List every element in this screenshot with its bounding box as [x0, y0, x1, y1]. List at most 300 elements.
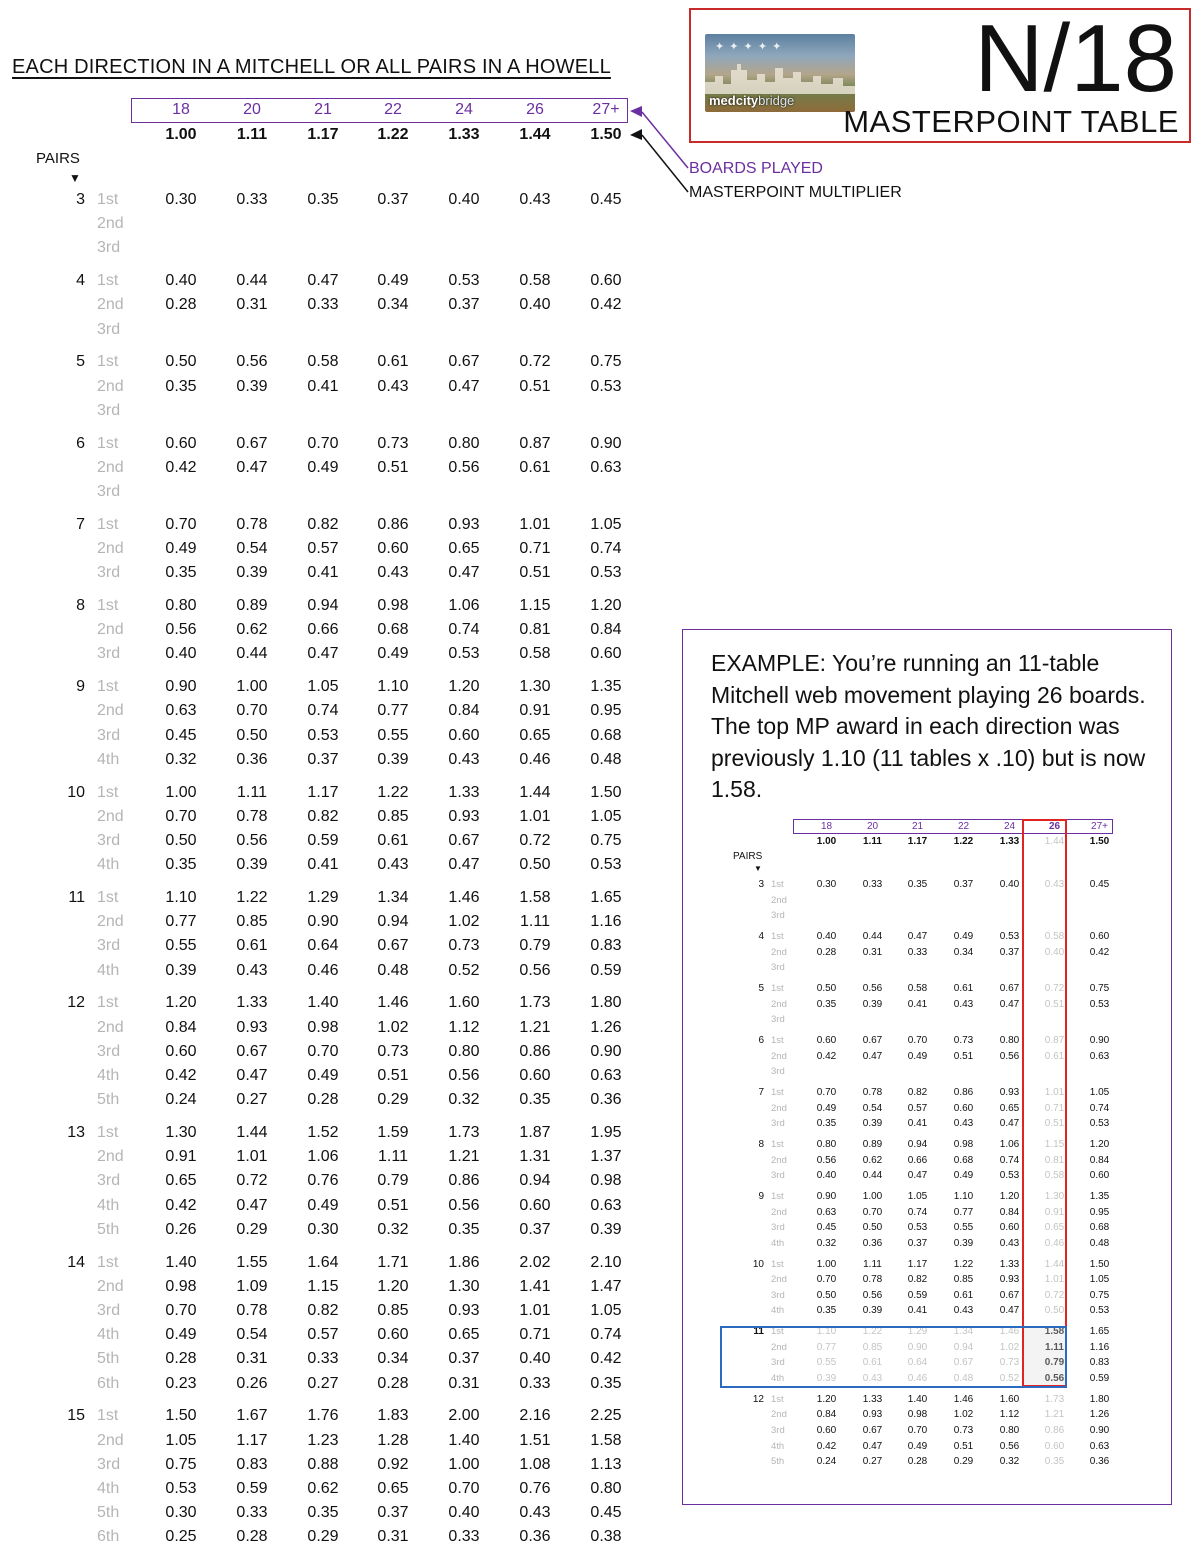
award-value: 0.94: [307, 597, 339, 614]
award-value: 0.30: [165, 1504, 197, 1522]
boards-played-label: BOARDS PLAYED: [689, 160, 823, 177]
award-value: 1.10: [165, 889, 197, 906]
example-award-value: 0.37: [953, 879, 974, 890]
award-value: 0.28: [307, 1091, 339, 1109]
multiplier-cell: 1.00: [165, 126, 197, 143]
example-award-value: 1.80: [1089, 1393, 1110, 1405]
example-award-value: 0.42: [816, 1050, 837, 1062]
award-value: 0.53: [590, 564, 622, 582]
award-value: 1.00: [448, 1455, 480, 1473]
award-value: 0.70: [448, 1480, 480, 1497]
place-label: 2nd: [97, 215, 124, 233]
example-place-label: 2nd: [771, 1154, 787, 1166]
down-arrow-icon: ▼: [69, 171, 81, 185]
example-award-value: 0.55: [816, 1357, 837, 1369]
boards-played-cell: 20: [243, 101, 261, 118]
example-pairs-count: 9: [758, 1191, 764, 1202]
award-value: 0.74: [307, 702, 339, 720]
award-value: 0.63: [590, 1196, 622, 1214]
example-award-value: 0.75: [1089, 983, 1110, 994]
award-value: 1.65: [590, 889, 622, 906]
example-place-label: 2nd: [771, 1206, 787, 1218]
award-value: 0.93: [236, 1018, 268, 1036]
pairs-count: 8: [76, 597, 85, 614]
award-value: 0.71: [519, 540, 551, 557]
award-value: 0.86: [377, 515, 409, 533]
example-award-value: 0.41: [907, 998, 928, 1010]
award-value: 0.70: [165, 515, 197, 533]
award-value: 1.40: [448, 1431, 480, 1449]
example-place-label: 4th: [771, 1237, 785, 1249]
example-award-value: 0.91: [1044, 1206, 1065, 1218]
award-value: 0.35: [165, 564, 197, 582]
example-award-value: 1.10: [816, 1326, 837, 1338]
example-place-label: 1st: [771, 1393, 784, 1405]
award-value: 0.47: [236, 1067, 268, 1084]
example-award-value: 0.49: [816, 1102, 837, 1114]
award-value: 0.34: [377, 1350, 409, 1368]
award-value: 0.42: [590, 296, 622, 314]
award-value: 0.29: [307, 1528, 339, 1546]
example-award-value: 0.90: [907, 1341, 928, 1353]
award-value: 1.33: [236, 994, 268, 1012]
award-value: 0.56: [519, 961, 551, 979]
example-award-value: 0.51: [1044, 998, 1065, 1010]
award-value: 1.46: [377, 994, 409, 1012]
multiplier-cell: 1.33: [448, 126, 480, 143]
award-value: 0.36: [236, 750, 268, 768]
example-award-value: 0.44: [862, 1170, 883, 1182]
award-value: 1.26: [590, 1018, 622, 1036]
example-multiplier-cell: 1.50: [1089, 836, 1110, 847]
example-award-value: 0.51: [953, 1440, 974, 1452]
award-value: 0.82: [307, 807, 339, 825]
award-value: 0.65: [377, 1480, 409, 1497]
award-value: 0.74: [590, 540, 622, 557]
example-highlight-row: [720, 1326, 1067, 1388]
example-award-value: 0.77: [953, 1206, 974, 1218]
award-value: 0.32: [377, 1220, 409, 1238]
award-value: 0.37: [377, 191, 409, 208]
award-value: 1.20: [590, 597, 622, 614]
pairs-label: PAIRS: [36, 150, 80, 167]
award-value: 0.35: [448, 1220, 480, 1238]
award-value: 0.51: [377, 1196, 409, 1214]
award-value: 1.95: [590, 1124, 622, 1141]
multiplier-cell: 1.22: [377, 126, 409, 143]
example-award-value: 1.00: [816, 1258, 837, 1270]
example-place-label: 2nd: [771, 1341, 787, 1353]
example-award-value: 0.41: [907, 1305, 928, 1317]
award-value: 0.82: [307, 515, 339, 533]
example-award-value: 0.60: [1044, 1440, 1065, 1452]
award-value: 0.92: [377, 1455, 409, 1473]
award-value: 0.72: [236, 1172, 268, 1190]
award-value: 0.64: [307, 937, 339, 955]
example-award-value: 0.74: [907, 1206, 928, 1218]
award-value: 0.27: [236, 1091, 268, 1109]
award-value: 0.60: [377, 1326, 409, 1344]
example-award-value: 1.21: [1044, 1409, 1065, 1421]
award-value: 0.28: [165, 296, 197, 314]
award-value: 1.01: [519, 515, 551, 533]
award-value: 0.53: [590, 856, 622, 874]
award-value: 0.46: [519, 750, 551, 768]
example-award-value: 0.71: [1044, 1102, 1065, 1114]
example-multiplier-cell: 1.44: [1044, 836, 1065, 847]
place-label: 2nd: [97, 807, 124, 825]
pairs-count: 14: [67, 1253, 85, 1271]
award-value: 0.50: [519, 856, 551, 874]
award-value: 0.85: [236, 913, 268, 931]
example-text: EXAMPLE: You’re running an 11-table Mitchell web movement playing 26 boards. The top MP award in each direction was previously 1.10 (11 tables x .10) but is now 1.58.: [711, 650, 1146, 802]
award-value: 1.11: [237, 783, 267, 801]
award-value: 1.20: [377, 1277, 409, 1295]
example-award-value: 0.39: [862, 1118, 883, 1130]
example-award-value: 1.12: [999, 1409, 1020, 1421]
award-value: 1.83: [377, 1407, 409, 1425]
example-award-value: 0.48: [953, 1373, 974, 1384]
place-label: 3rd: [97, 832, 121, 849]
award-value: 0.67: [377, 937, 409, 955]
award-value: 0.78: [236, 1302, 268, 1319]
award-value: 0.39: [236, 377, 268, 395]
example-award-value: 0.56: [1044, 1373, 1065, 1384]
example-award-value: 0.94: [907, 1139, 928, 1150]
multiplier-cell: 1.44: [519, 126, 551, 143]
place-label: 2nd: [97, 702, 124, 720]
award-value: 1.28: [377, 1431, 409, 1449]
example-award-value: 0.67: [953, 1357, 974, 1369]
award-value: 0.34: [377, 296, 409, 314]
award-value: 1.17: [236, 1431, 268, 1449]
example-place-label: 1st: [771, 1035, 784, 1046]
award-value: 0.67: [448, 353, 480, 371]
example-award-value: 0.42: [816, 1440, 837, 1452]
award-value: 0.43: [377, 377, 409, 395]
award-value: 0.36: [519, 1528, 551, 1546]
award-value: 0.39: [165, 961, 197, 979]
example-award-value: 0.49: [907, 1440, 928, 1452]
example-award-value: 0.63: [1089, 1050, 1110, 1062]
example-award-value: 0.86: [953, 1087, 974, 1098]
award-value: 0.35: [590, 1374, 622, 1392]
pairs-count: 6: [76, 434, 85, 452]
example-award-value: 0.67: [999, 1289, 1020, 1301]
award-value: 0.88: [307, 1455, 339, 1473]
example-award-value: 1.20: [1089, 1139, 1110, 1150]
award-value: 1.13: [590, 1455, 622, 1473]
award-value: 0.44: [236, 645, 268, 663]
example-pairs-count: 10: [752, 1258, 764, 1270]
example-award-value: 0.80: [999, 1425, 1020, 1436]
place-label: 6th: [97, 1374, 120, 1392]
award-value: 0.47: [448, 856, 480, 874]
award-value: 0.28: [165, 1350, 197, 1368]
award-value: 0.62: [307, 1480, 339, 1497]
award-value: 0.76: [519, 1480, 551, 1497]
award-value: 1.01: [519, 1302, 551, 1319]
example-award-value: 1.46: [999, 1326, 1020, 1338]
example-award-value: 1.01: [1044, 1274, 1065, 1286]
award-value: 1.30: [165, 1124, 197, 1141]
award-value: 1.51: [519, 1431, 551, 1449]
place-label: 2nd: [97, 1148, 124, 1166]
place-label: 1st: [97, 191, 119, 208]
example-award-value: 0.65: [1044, 1222, 1065, 1234]
award-value: 0.41: [307, 856, 339, 874]
example-award-value: 0.45: [816, 1222, 837, 1234]
example-multiplier-cell: 1.17: [907, 836, 928, 847]
award-value: 0.31: [236, 1350, 268, 1368]
award-value: 0.65: [519, 726, 551, 744]
place-label: 6th: [97, 1528, 120, 1546]
award-value: 0.49: [377, 645, 409, 663]
example-boards-cell: 18: [820, 821, 833, 832]
example-award-value: 0.93: [862, 1409, 883, 1421]
example-award-value: 1.06: [999, 1139, 1020, 1150]
place-label: 3rd: [97, 483, 121, 500]
example-multiplier-cell: 1.22: [953, 836, 974, 847]
example-award-value: 0.51: [953, 1050, 974, 1062]
example-place-label: 2nd: [771, 1050, 787, 1062]
award-value: 1.09: [236, 1277, 268, 1295]
boards-played-cell: 27+: [592, 101, 620, 118]
award-value: 0.29: [236, 1220, 268, 1238]
example-boards-cell: 27+: [1091, 821, 1108, 832]
example-award-value: 0.90: [816, 1191, 837, 1202]
place-label: 4th: [97, 1196, 120, 1214]
award-value: 0.42: [165, 1067, 197, 1084]
award-value: 0.53: [590, 377, 622, 395]
example-award-value: 0.74: [999, 1154, 1020, 1166]
place-label: 1st: [97, 597, 119, 614]
award-value: 0.51: [519, 377, 551, 395]
award-value: 1.21: [448, 1148, 480, 1166]
place-label: 1st: [97, 994, 119, 1012]
example-award-value: 0.33: [907, 946, 928, 958]
award-value: 0.33: [307, 1350, 339, 1368]
award-value: 0.43: [519, 191, 551, 208]
award-value: 0.56: [165, 621, 197, 639]
award-value: 0.87: [519, 434, 551, 452]
example-award-value: 0.70: [816, 1274, 837, 1286]
place-label: 1st: [97, 272, 119, 290]
award-value: 0.58: [307, 353, 339, 371]
example-award-value: 0.40: [1044, 946, 1065, 958]
example-award-value: 0.36: [1089, 1456, 1110, 1468]
award-value: 1.05: [590, 515, 622, 533]
example-award-value: 0.52: [999, 1373, 1020, 1384]
award-value: 0.80: [165, 597, 197, 614]
example-award-value: 0.56: [999, 1440, 1020, 1452]
example-award-value: 0.80: [816, 1139, 837, 1150]
subtitle: EACH DIRECTION IN A MITCHELL OR ALL PAIRS IN A HOWELL: [12, 56, 611, 78]
example-award-value: 0.51: [1044, 1118, 1065, 1130]
example-award-value: 0.37: [999, 946, 1020, 958]
example-award-value: 1.02: [953, 1409, 974, 1421]
award-value: 0.24: [165, 1091, 197, 1109]
pairs-count: 9: [76, 678, 85, 696]
award-value: 0.65: [448, 540, 480, 557]
award-value: 1.73: [519, 994, 551, 1012]
example-place-label: 3rd: [771, 1425, 785, 1436]
example-award-value: 1.17: [907, 1258, 928, 1270]
example-award-value: 0.32: [999, 1456, 1020, 1468]
award-value: 0.49: [165, 1326, 197, 1344]
award-value: 0.48: [590, 750, 622, 768]
award-value: 1.22: [236, 889, 268, 906]
award-value: 0.40: [448, 1504, 480, 1522]
place-label: 2nd: [97, 1431, 124, 1449]
example-award-value: 1.65: [1089, 1326, 1110, 1338]
example-award-value: 0.32: [816, 1237, 837, 1249]
place-label: 5th: [97, 1091, 120, 1109]
award-value: 0.53: [307, 726, 339, 744]
award-value: 0.60: [590, 272, 622, 290]
example-award-value: 0.27: [862, 1456, 883, 1468]
example-award-value: 0.72: [1044, 1289, 1065, 1301]
example-award-value: 0.53: [1089, 998, 1110, 1010]
place-label: 2nd: [97, 1018, 124, 1036]
example-award-value: 0.30: [816, 879, 837, 890]
example-award-value: 0.75: [1089, 1289, 1110, 1301]
award-value: 0.66: [307, 621, 339, 639]
award-value: 0.33: [519, 1374, 551, 1392]
award-value: 0.51: [377, 1067, 409, 1084]
place-label: 3rd: [97, 564, 121, 582]
award-value: 0.77: [377, 702, 409, 720]
award-value: 0.78: [236, 807, 268, 825]
award-value: 0.28: [377, 1374, 409, 1392]
example-multiplier-cell: 1.00: [816, 836, 837, 847]
example-award-value: 1.29: [907, 1326, 928, 1338]
example-award-value: 0.68: [1089, 1222, 1110, 1234]
award-value: 1.37: [590, 1148, 622, 1166]
place-label: 3rd: [97, 401, 121, 419]
example-place-label: 5th: [771, 1456, 785, 1468]
boards-played-cell: 21: [314, 101, 332, 118]
award-value: 0.50: [236, 726, 268, 744]
example-place-label: 1st: [771, 1258, 784, 1270]
award-value: 0.43: [236, 961, 268, 979]
place-label: 3rd: [97, 1172, 121, 1190]
example-place-label: 3rd: [771, 1066, 785, 1078]
example-award-value: 0.61: [953, 983, 974, 994]
award-value: 0.77: [165, 913, 197, 931]
award-value: 0.39: [236, 564, 268, 582]
example-award-value: 0.36: [862, 1237, 883, 1249]
award-value: 1.76: [307, 1407, 339, 1425]
place-label: 3rd: [97, 645, 121, 663]
place-label: 3rd: [97, 726, 121, 744]
award-value: 0.95: [590, 702, 622, 720]
example-award-value: 0.95: [1089, 1206, 1110, 1218]
award-value: 1.40: [165, 1253, 197, 1271]
award-value: 1.40: [307, 994, 339, 1012]
award-value: 0.26: [236, 1374, 268, 1392]
example-award-value: 0.35: [816, 998, 837, 1010]
award-value: 1.34: [377, 889, 409, 906]
table-code: N/18: [974, 5, 1177, 112]
award-value: 2.00: [448, 1407, 480, 1425]
award-value: 0.51: [519, 564, 551, 582]
pairs-count: 11: [68, 889, 85, 906]
award-value: 0.80: [448, 1042, 480, 1060]
example-award-value: 1.20: [999, 1191, 1020, 1202]
award-value: 1.17: [307, 783, 339, 801]
example-multiplier-cell: 1.11: [863, 836, 882, 847]
award-value: 0.53: [448, 272, 480, 290]
award-value: 0.78: [236, 515, 268, 533]
title-box: [689, 5, 1191, 143]
example-award-value: 0.82: [907, 1274, 928, 1286]
example-award-value: 0.50: [816, 983, 837, 994]
example-award-value: 0.63: [816, 1206, 837, 1218]
award-value: 0.39: [590, 1220, 622, 1238]
award-value: 0.35: [165, 856, 197, 874]
award-value: 0.70: [307, 434, 339, 452]
award-value: 0.93: [448, 807, 480, 825]
place-label: 3rd: [97, 320, 121, 338]
award-value: 0.38: [590, 1528, 622, 1546]
place-label: 4th: [97, 750, 120, 768]
place-label: 4th: [97, 1067, 120, 1084]
award-value: 0.61: [377, 353, 409, 371]
place-label: 1st: [97, 515, 119, 533]
example-place-label: 2nd: [771, 894, 787, 906]
award-value: 0.80: [448, 434, 480, 452]
example-award-value: 1.11: [1045, 1341, 1064, 1353]
award-value: 0.72: [519, 832, 551, 849]
award-value: 0.58: [519, 272, 551, 290]
award-value: 1.86: [448, 1253, 480, 1271]
award-value: 0.75: [165, 1455, 197, 1473]
award-value: 0.74: [448, 621, 480, 639]
place-label: 1st: [97, 1407, 119, 1425]
example-award-value: 0.84: [999, 1206, 1020, 1218]
example-place-label: 3rd: [771, 1014, 785, 1026]
award-value: 0.37: [377, 1504, 409, 1522]
example-award-value: 0.85: [862, 1341, 883, 1353]
award-value: 0.46: [307, 961, 339, 979]
multiplier-cell: 1.11: [236, 126, 268, 143]
example-award-value: 1.02: [999, 1341, 1020, 1353]
example-award-value: 0.67: [862, 1035, 883, 1046]
example-place-label: 4th: [771, 1373, 785, 1384]
award-value: 1.01: [236, 1148, 268, 1166]
award-value: 1.59: [377, 1124, 409, 1141]
boards-played-cell: 18: [172, 101, 190, 118]
award-value: 0.85: [377, 1302, 409, 1319]
award-value: 0.36: [590, 1091, 622, 1109]
award-value: 2.10: [590, 1253, 622, 1271]
place-label: 3rd: [97, 1302, 121, 1319]
example-award-value: 0.49: [953, 931, 974, 942]
example-pairs-count: 12: [752, 1393, 764, 1405]
award-value: 0.31: [448, 1374, 480, 1392]
award-value: 0.49: [307, 1196, 339, 1214]
example-place-label: 1st: [771, 879, 784, 890]
example-award-value: 0.72: [1044, 983, 1065, 994]
example-award-value: 1.00: [862, 1191, 883, 1202]
example-award-value: 0.44: [862, 931, 883, 942]
example-award-value: 0.67: [862, 1425, 883, 1436]
example-boards-cell: 21: [911, 821, 924, 832]
example-place-label: 3rd: [771, 1222, 785, 1234]
example-award-value: 0.33: [862, 879, 883, 890]
example-place-label: 1st: [771, 983, 784, 994]
